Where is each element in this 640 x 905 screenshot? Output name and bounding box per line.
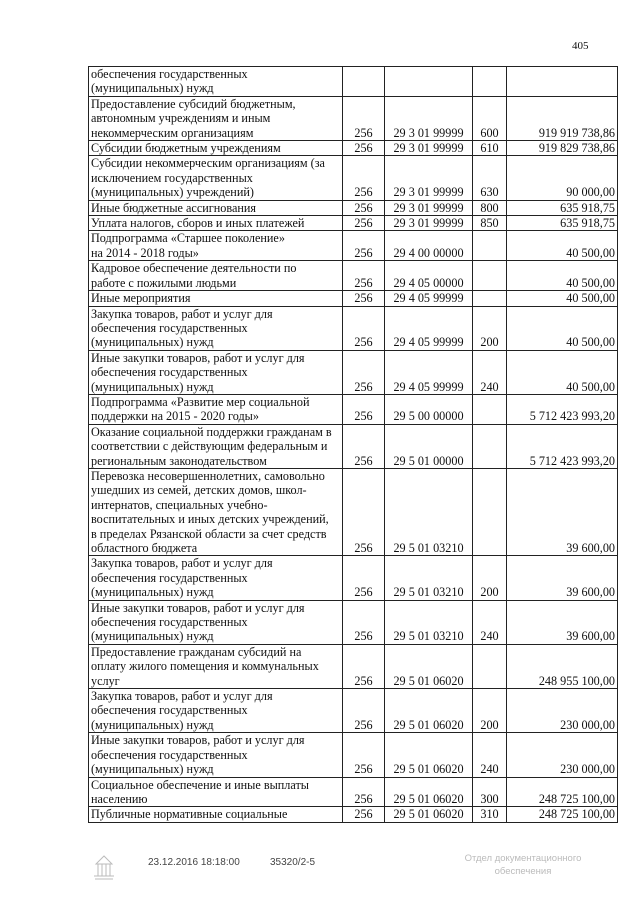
table-row bbox=[89, 306, 618, 350]
row-cs-cell: 29 4 05 99999 bbox=[385, 350, 473, 394]
row-vr-cell: 200 bbox=[473, 556, 507, 600]
row-cs-cell: 29 3 01 99999 bbox=[385, 141, 473, 156]
row-name-cell bbox=[89, 141, 343, 156]
row-name-cell bbox=[89, 96, 343, 140]
row-amount-cell: 248 955 100,00 bbox=[507, 644, 618, 688]
row-amount-cell: 40 500,00 bbox=[507, 291, 618, 306]
row-name-line: (муниципальных) нужд bbox=[91, 629, 214, 644]
row-cs-cell: 29 3 01 99999 bbox=[385, 200, 473, 215]
stamp-line-2: обеспечения bbox=[494, 866, 552, 877]
row-name-line: Предоставление гражданам субсидий на bbox=[91, 644, 302, 659]
row-code-cell: 256 bbox=[343, 96, 385, 140]
row-name-cell bbox=[89, 424, 343, 468]
row-code-cell: 256 bbox=[343, 231, 385, 261]
row-cs-cell: 29 5 01 03210 bbox=[385, 556, 473, 600]
row-name-line: населению bbox=[91, 791, 148, 806]
row-name-cell bbox=[89, 807, 343, 822]
row-name-line: интернатов, специальных учебно- bbox=[91, 497, 268, 512]
row-cs-cell: 29 5 01 03210 bbox=[385, 600, 473, 644]
row-code-cell: 256 bbox=[343, 807, 385, 822]
row-name-line: Подпрограмма «Развитие мер социальной bbox=[91, 394, 310, 409]
row-name-line: Закупка товаров, работ и услуг для bbox=[91, 306, 273, 321]
row-code-cell: 256 bbox=[343, 200, 385, 215]
table-row bbox=[89, 291, 618, 306]
row-code-cell: 256 bbox=[343, 306, 385, 350]
table-row bbox=[89, 468, 618, 555]
row-amount-cell: 919 919 738,86 bbox=[507, 96, 618, 140]
row-cs-cell: 29 3 01 99999 bbox=[385, 96, 473, 140]
row-name-line: исключением государственных bbox=[91, 170, 253, 185]
row-vr-cell: 240 bbox=[473, 600, 507, 644]
row-name-line: в пределах Рязанской области за счет средств bbox=[91, 526, 327, 541]
row-name-cell bbox=[89, 306, 343, 350]
row-cs-cell: 29 5 01 00000 bbox=[385, 424, 473, 468]
table-row bbox=[89, 424, 618, 468]
row-name-line: Подпрограмма «Старшее поколение» bbox=[91, 231, 285, 246]
row-name-cell bbox=[89, 556, 343, 600]
row-amount-cell: 635 918,75 bbox=[507, 200, 618, 215]
row-vr-cell: 610 bbox=[473, 141, 507, 156]
row-name-cell bbox=[89, 777, 343, 807]
table-row bbox=[89, 350, 618, 394]
row-code-cell: 256 bbox=[343, 600, 385, 644]
row-vr-cell bbox=[473, 291, 507, 306]
table-row bbox=[89, 216, 618, 231]
row-amount-cell: 40 500,00 bbox=[507, 306, 618, 350]
row-cs-cell: 29 5 01 06020 bbox=[385, 807, 473, 822]
row-amount-cell bbox=[507, 67, 618, 97]
row-name-line: ушедших из семей, детских домов, школ- bbox=[91, 483, 307, 498]
row-name-cell bbox=[89, 689, 343, 733]
row-code-cell: 256 bbox=[343, 141, 385, 156]
department-stamp bbox=[448, 852, 598, 878]
row-name-line: поддержки на 2015 - 2020 годы» bbox=[91, 409, 259, 424]
row-vr-cell: 240 bbox=[473, 733, 507, 777]
row-name-line: обеспечения государственных bbox=[91, 570, 248, 585]
row-name-line: обеспечения государственных bbox=[91, 703, 248, 718]
row-name-line: соответствии с действующим федеральным и bbox=[91, 439, 328, 454]
row-vr-cell: 600 bbox=[473, 96, 507, 140]
row-amount-cell: 5 712 423 993,20 bbox=[507, 394, 618, 424]
table-row bbox=[89, 644, 618, 688]
row-code-cell bbox=[343, 67, 385, 97]
row-vr-cell bbox=[473, 67, 507, 97]
row-name-line: работе с пожилыми людьми bbox=[91, 275, 237, 290]
row-name-cell bbox=[89, 644, 343, 688]
row-name-line: (муниципальных) нужд bbox=[91, 81, 214, 96]
table-row bbox=[89, 156, 618, 200]
row-code-cell: 256 bbox=[343, 468, 385, 555]
row-cs-cell: 29 4 05 99999 bbox=[385, 291, 473, 306]
row-name-line: услуг bbox=[91, 673, 120, 688]
row-cs-cell: 29 4 00 00000 bbox=[385, 231, 473, 261]
row-name-cell bbox=[89, 394, 343, 424]
row-name-line: на 2014 - 2018 годы» bbox=[91, 245, 199, 260]
table-row bbox=[89, 231, 618, 261]
row-name-line: Закупка товаров, работ и услуг для bbox=[91, 556, 273, 571]
row-cs-cell: 29 3 01 99999 bbox=[385, 156, 473, 200]
table-row bbox=[89, 67, 618, 97]
row-code-cell: 256 bbox=[343, 689, 385, 733]
row-code-cell: 256 bbox=[343, 394, 385, 424]
row-cs-cell: 29 5 01 06020 bbox=[385, 689, 473, 733]
row-name-line: Закупка товаров, работ и услуг для bbox=[91, 689, 273, 704]
table-row bbox=[89, 600, 618, 644]
row-name-cell bbox=[89, 156, 343, 200]
table-row bbox=[89, 807, 618, 822]
row-amount-cell: 90 000,00 bbox=[507, 156, 618, 200]
table-row bbox=[89, 689, 618, 733]
row-name-cell bbox=[89, 261, 343, 291]
table-row bbox=[89, 733, 618, 777]
row-code-cell: 256 bbox=[343, 556, 385, 600]
row-code-cell: 256 bbox=[343, 644, 385, 688]
row-name-cell bbox=[89, 200, 343, 215]
row-name-line: региональным законодательством bbox=[91, 453, 267, 468]
row-vr-cell bbox=[473, 394, 507, 424]
row-vr-cell bbox=[473, 644, 507, 688]
row-name-line: обеспечения государственных bbox=[91, 747, 248, 762]
row-code-cell: 256 bbox=[343, 156, 385, 200]
row-name-cell bbox=[89, 600, 343, 644]
row-vr-cell: 300 bbox=[473, 777, 507, 807]
row-code-cell: 256 bbox=[343, 350, 385, 394]
row-name-line: (муниципальных) учреждений) bbox=[91, 185, 254, 200]
budget-table bbox=[88, 66, 618, 823]
row-amount-cell: 40 500,00 bbox=[507, 261, 618, 291]
row-amount-cell: 40 500,00 bbox=[507, 350, 618, 394]
row-vr-cell: 800 bbox=[473, 200, 507, 215]
row-name-line: Перевозка несовершеннолетних, самовольно bbox=[91, 468, 325, 483]
row-name-line: Социальное обеспечение и иные выплаты bbox=[91, 777, 309, 792]
row-vr-cell: 850 bbox=[473, 216, 507, 231]
row-vr-cell bbox=[473, 231, 507, 261]
row-vr-cell: 200 bbox=[473, 306, 507, 350]
row-name-line: (муниципальных) нужд bbox=[91, 379, 214, 394]
row-name-cell bbox=[89, 291, 343, 306]
row-vr-cell: 310 bbox=[473, 807, 507, 822]
table-row bbox=[89, 141, 618, 156]
row-vr-cell: 630 bbox=[473, 156, 507, 200]
row-cs-cell: 29 5 01 06020 bbox=[385, 644, 473, 688]
row-cs-cell: 29 4 05 99999 bbox=[385, 306, 473, 350]
footer-doc-number: 35320/2-5 bbox=[270, 857, 316, 868]
row-name-line: Субсидии бюджетным учреждениям bbox=[91, 141, 281, 156]
row-name-line: оплату жилого помещения и коммунальных bbox=[91, 659, 319, 674]
table-row bbox=[89, 556, 618, 600]
page-number: 405 bbox=[572, 40, 589, 52]
row-code-cell: 256 bbox=[343, 261, 385, 291]
row-name-line: некоммерческим организациям bbox=[91, 125, 254, 140]
row-name-cell bbox=[89, 350, 343, 394]
row-name-cell bbox=[89, 468, 343, 555]
row-name-cell bbox=[89, 67, 343, 97]
row-name-cell bbox=[89, 231, 343, 261]
row-vr-cell bbox=[473, 261, 507, 291]
row-amount-cell: 39 600,00 bbox=[507, 468, 618, 555]
row-code-cell: 256 bbox=[343, 424, 385, 468]
row-code-cell: 256 bbox=[343, 733, 385, 777]
row-vr-cell: 200 bbox=[473, 689, 507, 733]
row-name-line: Иные закупки товаров, работ и услуг для bbox=[91, 600, 305, 615]
table-row bbox=[89, 261, 618, 291]
row-name-line: обеспечения государственных bbox=[91, 615, 248, 630]
row-vr-cell bbox=[473, 468, 507, 555]
stamp-line-1: Отдел документационного bbox=[464, 853, 582, 864]
table-row bbox=[89, 200, 618, 215]
row-name-line: Иные мероприятия bbox=[91, 291, 191, 306]
row-amount-cell: 39 600,00 bbox=[507, 600, 618, 644]
row-name-line: обеспечения государственных bbox=[91, 67, 248, 81]
row-amount-cell: 5 712 423 993,20 bbox=[507, 424, 618, 468]
row-name-line: Уплата налогов, сборов и иных платежей bbox=[91, 216, 305, 231]
table-row bbox=[89, 96, 618, 140]
row-amount-cell: 230 000,00 bbox=[507, 733, 618, 777]
row-name-line: Субсидии некоммерческим организациям (за bbox=[91, 156, 325, 171]
row-name-cell bbox=[89, 733, 343, 777]
row-amount-cell: 230 000,00 bbox=[507, 689, 618, 733]
row-vr-cell: 240 bbox=[473, 350, 507, 394]
row-name-line: Иные закупки товаров, работ и услуг для bbox=[91, 350, 305, 365]
row-name-line: обеспечения государственных bbox=[91, 320, 248, 335]
row-code-cell: 256 bbox=[343, 291, 385, 306]
row-name-line: Кадровое обеспечение деятельности по bbox=[91, 261, 297, 276]
row-cs-cell: 29 3 01 99999 bbox=[385, 216, 473, 231]
row-name-line: (муниципальных) нужд bbox=[91, 762, 214, 777]
row-code-cell: 256 bbox=[343, 216, 385, 231]
row-name-line: Иные закупки товаров, работ и услуг для bbox=[91, 733, 305, 748]
row-amount-cell: 248 725 100,00 bbox=[507, 777, 618, 807]
row-name-line: (муниципальных) нужд bbox=[91, 585, 214, 600]
budget-table-body bbox=[89, 67, 618, 823]
row-cs-cell: 29 5 01 06020 bbox=[385, 777, 473, 807]
row-name-line: Иные бюджетные ассигнования bbox=[91, 200, 257, 215]
table-row bbox=[89, 394, 618, 424]
row-name-line: воспитательных и иных детских учреждений, bbox=[91, 512, 329, 527]
row-name-line: областного бюджета bbox=[91, 541, 198, 555]
row-name-line: (муниципальных) нужд bbox=[91, 335, 214, 350]
row-cs-cell: 29 5 00 00000 bbox=[385, 394, 473, 424]
row-name-line: Предоставление субсидий бюджетным, bbox=[91, 96, 296, 111]
footer-date: 23.12.2016 18:18:00 bbox=[148, 857, 240, 868]
row-name-line: (муниципальных) нужд bbox=[91, 717, 214, 732]
row-cs-cell: 29 4 05 00000 bbox=[385, 261, 473, 291]
row-code-cell: 256 bbox=[343, 777, 385, 807]
row-amount-cell: 39 600,00 bbox=[507, 556, 618, 600]
row-name-line: Оказание социальной поддержки гражданам в bbox=[91, 424, 332, 439]
logo-icon bbox=[92, 854, 116, 882]
row-name-line: Публичные нормативные социальные bbox=[91, 807, 288, 822]
row-vr-cell bbox=[473, 424, 507, 468]
row-amount-cell: 40 500,00 bbox=[507, 231, 618, 261]
row-amount-cell: 248 725 100,00 bbox=[507, 807, 618, 822]
row-amount-cell: 919 829 738,86 bbox=[507, 141, 618, 156]
row-cs-cell bbox=[385, 67, 473, 97]
row-cs-cell: 29 5 01 06020 bbox=[385, 733, 473, 777]
row-cs-cell: 29 5 01 03210 bbox=[385, 468, 473, 555]
row-name-cell bbox=[89, 216, 343, 231]
table-row bbox=[89, 777, 618, 807]
row-name-line: обеспечения государственных bbox=[91, 365, 248, 380]
row-name-line: автономным учреждениям и иным bbox=[91, 111, 271, 126]
row-amount-cell: 635 918,75 bbox=[507, 216, 618, 231]
